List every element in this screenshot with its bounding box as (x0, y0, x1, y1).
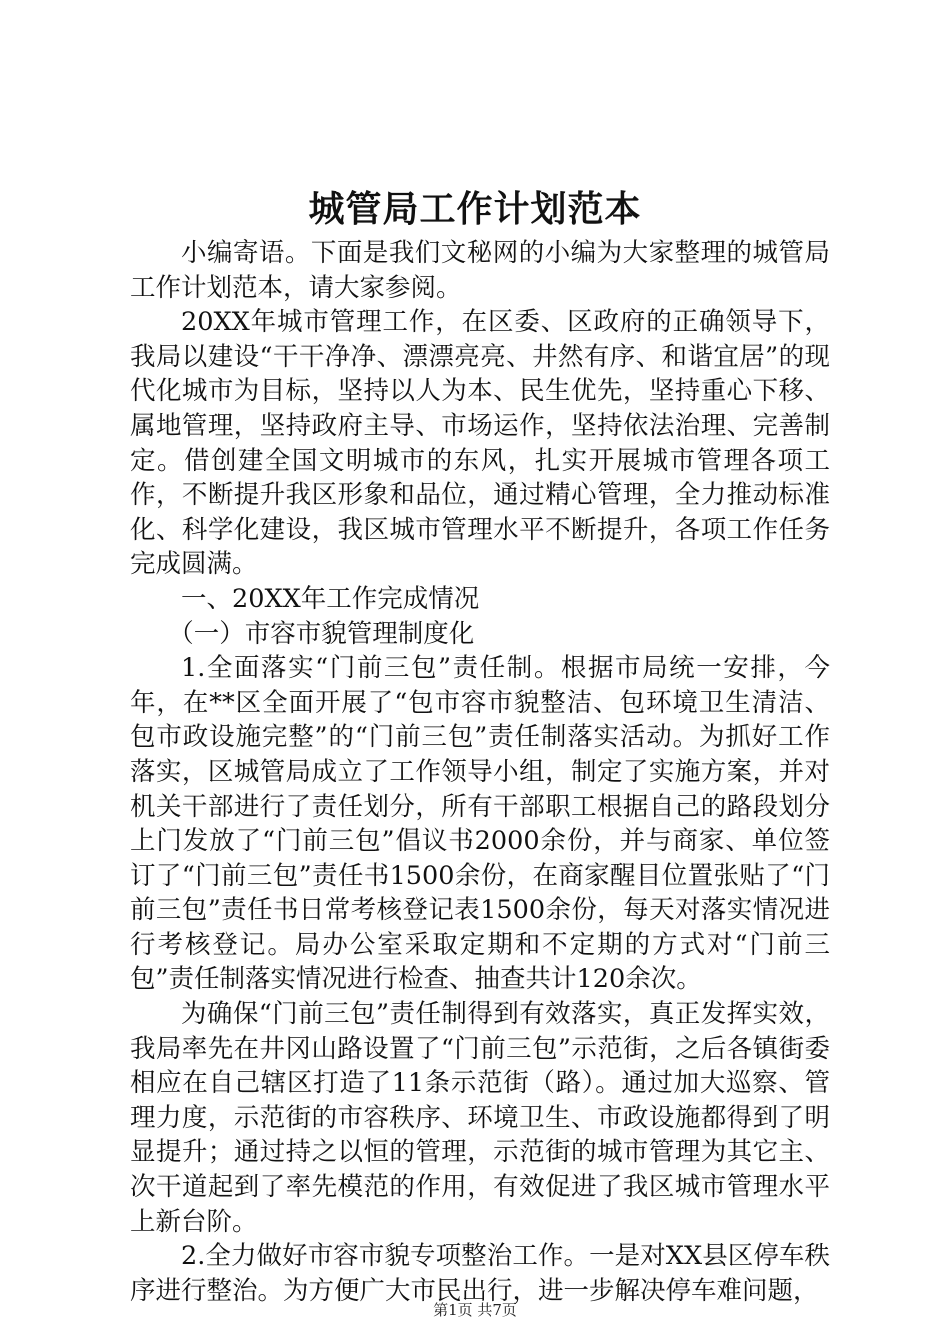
paragraph-overview: 20XX年城市管理工作，在区委、区政府的正确领导下，我局以建设“干干净净、漂漂亮亮、井然有序、和谐宜居”的现代化城市为目标，坚持以人为本、民生优先，坚持重心下移、属地管理，坚持政府主导、市场运作，坚持依法治理、完善制定。借创建全国文明城市的东风，扎实开展城市管理各项工作，不断提升我区形象和品位，通过精心管理，全力推动标准化、科学化建设，我区城市管理水平不断提升，各项工作任务完成圆满。 (130, 307, 830, 580)
paragraph-item-1-continued: 为确保“门前三包”责任制得到有效落实，真正发挥实效，我局率先在井冈山路设置了“门前三包”示范街，之后各镇街委相应在自己辖区打造了11条示范街（路）。通过加大巡察、管理力度，示范街的市容秩序、环境卫生、市政设施都得到了明显提升；通过持之以恒的管理，示范街的城市管理为其它主、次干道起到了率先模范的作用，有效促进了我区城市管理水平上新台阶。 (130, 999, 830, 1237)
document-body (130, 236, 830, 1308)
document-title: 城管局工作计划范本 (308, 188, 642, 230)
subsection-heading: （一）市容市貌管理制度化 (168, 618, 475, 649)
paragraph-item-1: 1.全面落实“门前三包”责任制。根据市局统一安排，今年，在**区全面开展了“包市容市貌整洁、包环境卫生清洁、包市政设施完整”的“门前三包”责任制落实活动。为抓好工作落实，区城管局成立了工作领导小组，制定了实施方案，并对机关干部进行了责任划分，所有干部职工根据自己的路段划分上门发放了“门前三包”倡议书2000余份，并与商家、单位签订了“门前三包”责任书1500余份，在商家醒目位置张贴了“门前三包”责任书日常考核登记表1500余份，每天对落实情况进行考核登记。局办公室采取定期和不定期的方式对“门前三包”责任制落实情况进行检查、抽查共计120余次。 (130, 653, 830, 995)
paragraph-intro: 小编寄语。下面是我们文秘网的小编为大家整理的城管局工作计划范本，请大家参阅。 (130, 238, 830, 303)
page-footer: 第1页 共7页 (433, 1301, 517, 1319)
section-heading: 一、20XX年工作完成情况 (181, 583, 480, 614)
paragraph-item-2: 2.全力做好市容市貌专项整治工作。一是对XX县区停车秩序进行整治。为方便广大市民出行，进一步解决停车难问题， (130, 1241, 830, 1306)
